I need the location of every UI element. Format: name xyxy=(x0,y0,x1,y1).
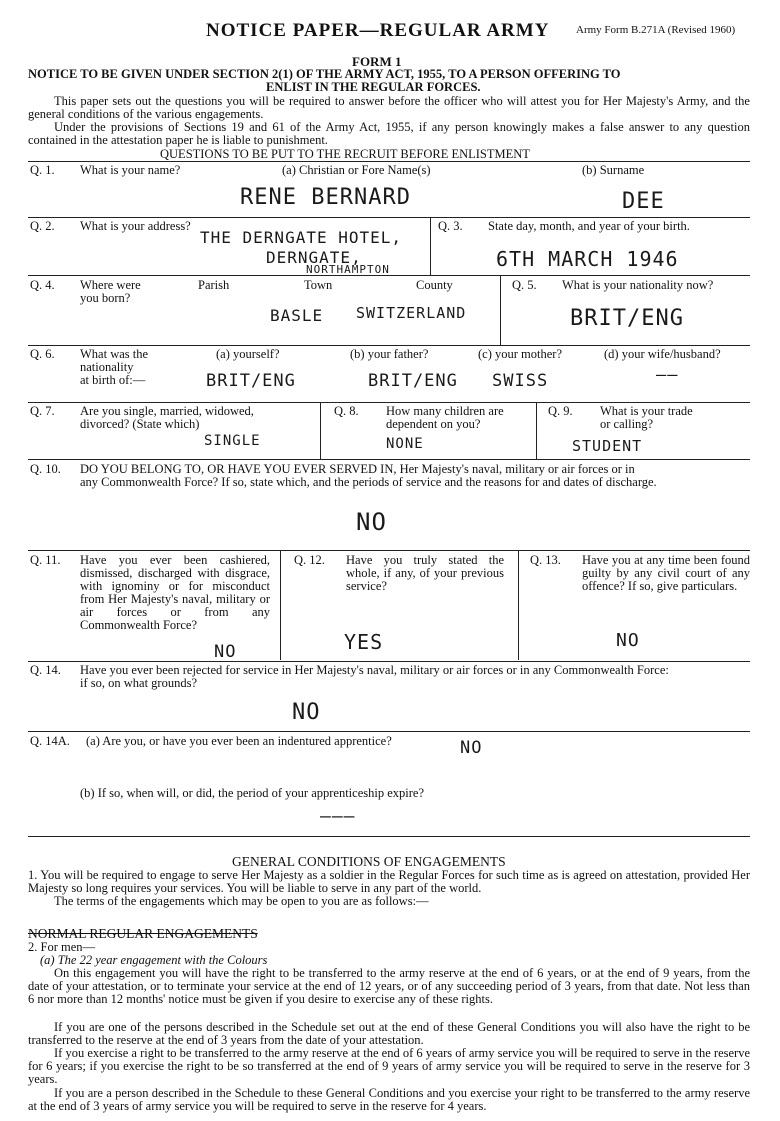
q14a-text-a: (a) Are you, or have you ever been an indentured apprentice? xyxy=(86,734,392,748)
form-title: NOTICE PAPER—REGULAR ARMY xyxy=(206,20,550,41)
q14a-answer-a: NO xyxy=(460,738,483,758)
q2-number: Q. 2. xyxy=(30,219,55,233)
q13-answer: NO xyxy=(616,630,640,651)
q4-county-label: County xyxy=(416,278,453,292)
q2-answer-line-1: THE DERNGATE HOTEL, xyxy=(200,228,403,247)
q10-answer: NO xyxy=(356,508,387,536)
q9-number: Q. 9. xyxy=(548,404,573,418)
conditions-paragraph-4: If you are one of the persons described in the Schedule set out at the end of these General Conditions you will also have the right to be transferred to the reserve at the end of 3 years from the date of your attestation. xyxy=(28,1020,750,1047)
q6-sub-a: (a) yourself? xyxy=(216,347,280,361)
q8-text-1: How many children are xyxy=(386,404,504,418)
q6-answer-c: SWISS xyxy=(492,371,549,391)
q1-answer-forename: RENE BERNARD xyxy=(240,185,411,210)
conditions-paragraph-2: 2. For men— xyxy=(28,940,96,954)
q10-text-1: DO YOU BELONG TO, OR HAVE YOU EVER SERVED IN, Her Majesty's naval, military or air forces or in xyxy=(80,462,635,476)
q14-number: Q. 14. xyxy=(30,663,61,677)
q14a-number: Q. 14A. xyxy=(30,734,70,748)
q6-sub-b: (b) your father? xyxy=(350,347,429,361)
q1-number: Q. 1. xyxy=(30,163,55,177)
q4-answer-county: SWITZERLAND xyxy=(356,304,467,322)
q6-text-2: nationality xyxy=(80,360,134,374)
q9-text-1: What is your trade xyxy=(600,404,693,418)
q9-answer: STUDENT xyxy=(572,437,643,455)
q4-answer-town: BASLE xyxy=(270,306,324,325)
q2-answer-line-3: NORTHAMPTON xyxy=(306,263,390,276)
q4-number: Q. 4. xyxy=(30,278,55,292)
q7-text-2: divorced? (State which) xyxy=(80,417,200,431)
conditions-paragraph-1b: The terms of the engagements which may be open to you are as follows:— xyxy=(54,894,429,908)
q8-number: Q. 8. xyxy=(334,404,359,418)
q13-number: Q. 13. xyxy=(530,553,561,567)
intro-paragraph-1: This paper sets out the questions you will be required to answer before the officer who will attest you for Her Majesty's Army, and the general conditions of the various engagements. xyxy=(28,94,750,121)
form-reference: Army Form B.271A (Revised 1960) xyxy=(576,24,736,36)
q5-text: What is your nationality now? xyxy=(562,278,714,292)
q2-answer-line-2: DERNGATE, xyxy=(266,248,362,267)
intro-paragraph-2: Under the provisions of Sections 19 and 61 of the Army Act, 1955, if any person knowingly makes a false answer to any question contained in the attestation paper he is liable to punishment. xyxy=(28,120,750,147)
q2-text: What is your address? xyxy=(80,219,191,233)
q11-number: Q. 11. xyxy=(30,553,61,567)
q4-text-2: you born? xyxy=(80,291,131,305)
q8-text-2: dependent on you? xyxy=(386,417,481,431)
q13-text: Have you at any time been found guilty by any civil court of any offence? If so, give particulars. xyxy=(582,553,750,593)
q14a-answer-b: ——— xyxy=(320,806,356,827)
q6-answer-a: BRIT/ENG xyxy=(206,371,296,391)
q7-answer: SINGLE xyxy=(204,433,261,449)
q6-number: Q. 6. xyxy=(30,347,55,361)
q6-answer-b: BRIT/ENG xyxy=(368,371,458,391)
conditions-paragraph-2a: (a) The 22 year engagement with the Colours xyxy=(40,953,268,967)
q7-text-1: Are you single, married, widowed, xyxy=(80,404,254,418)
notice-line-1: NOTICE TO BE GIVEN UNDER SECTION 2(1) OF THE ARMY ACT, 1955, TO A PERSON OFFERING TO xyxy=(28,67,621,81)
q14-answer: NO xyxy=(292,700,321,725)
q8-answer: NONE xyxy=(386,436,424,452)
q14-text-1: Have you ever been rejected for service in Her Majesty's naval, military or air forces or in any Commonwealth Force: xyxy=(80,663,669,677)
q1-sub-a: (a) Christian or Fore Name(s) xyxy=(282,163,431,177)
q5-answer: BRIT/ENG xyxy=(570,306,684,331)
q5-number: Q. 5. xyxy=(512,278,537,292)
q1-sub-b: (b) Surname xyxy=(582,163,645,177)
q4-town-label: Town xyxy=(304,278,333,292)
q4-parish-label: Parish xyxy=(198,278,230,292)
q12-text: Have you truly stated the whole, if any, of your previous service? xyxy=(346,553,504,593)
conditions-paragraph-6: If you are a person described in the Schedule to these General Conditions and you exercise your right to be transferred to the army reserve at the end of 3 years of army service you will be required to serve in the reserve for 4 years. xyxy=(28,1087,750,1113)
q6-answer-d: —— xyxy=(656,365,679,385)
q1-text: What is your name? xyxy=(80,163,181,177)
q6-sub-d: (d) your wife/husband? xyxy=(604,347,721,361)
questions-heading: QUESTIONS TO BE PUT TO THE RECRUIT BEFORE ENLISTMENT xyxy=(160,147,530,161)
conditions-paragraph-3: On this engagement you will have the right to be transferred to the army reserve at the end of 6 years, or at the end of 9 years, from the date of your attestation, or to terminate your service at the end of 12 years, or of any succeeding period of 3 years, from that date. Not less than 6 nor more than 12 months' notice must be given if you desire to exercise any of these rights. xyxy=(28,966,750,1006)
q3-number: Q. 3. xyxy=(438,219,463,233)
q6-text-3: at birth of:— xyxy=(80,373,146,387)
q6-sub-c: (c) your mother? xyxy=(478,347,562,361)
q10-text-2: any Commonwealth Force? If so, state which, and the periods of service and the reasons for and dates of discharge. xyxy=(80,475,657,489)
conditions-paragraph-1: 1. You will be required to engage to serve Her Majesty as a soldier in the Regular Forces for such time as is agreed on attestation, provided Her Majesty so long requires your services. You will be liable to serve in any part of the world. xyxy=(28,868,750,895)
q14-text-2: if so, on what grounds? xyxy=(80,676,197,690)
q14a-text-b: (b) If so, when will, or did, the period of your apprenticeship expire? xyxy=(80,786,424,800)
q6-text-1: What was the xyxy=(80,347,149,361)
q11-answer: NO xyxy=(214,642,237,662)
conditions-sub-heading: NORMAL REGULAR ENGAGEMENTS xyxy=(28,926,258,941)
notice-line-2: ENLIST IN THE REGULAR FORCES. xyxy=(266,80,481,94)
q12-answer: YES xyxy=(344,630,384,654)
form-number: FORM 1 xyxy=(352,54,402,69)
q3-text: State day, month, and year of your birth. xyxy=(488,219,690,233)
q3-answer: 6TH MARCH 1946 xyxy=(496,247,679,271)
q1-answer-surname: DEE xyxy=(622,189,665,214)
conditions-paragraph-5: If you exercise a right to be transferred to the army reserve at the end of 6 years of army service you will be required to serve in the reserve for 6 years; if you exercise the right to be so transferred at the end of 9 years of army service you will be required to serve in the reserve for 3 years. xyxy=(28,1046,750,1086)
q12-number: Q. 12. xyxy=(294,553,325,567)
q9-text-2: or calling? xyxy=(600,417,654,431)
conditions-heading: GENERAL CONDITIONS OF ENGAGEMENTS xyxy=(232,854,506,869)
q11-text: Have you ever been cashiered, dismissed, discharged with disgrace, with ignominy or for misconduct from Her Majesty's naval, military or air forces or from any Commonwealth Force? xyxy=(80,553,270,632)
q4-text-1: Where were xyxy=(80,278,141,292)
q10-number: Q. 10. xyxy=(30,462,61,476)
q7-number: Q. 7. xyxy=(30,404,55,418)
